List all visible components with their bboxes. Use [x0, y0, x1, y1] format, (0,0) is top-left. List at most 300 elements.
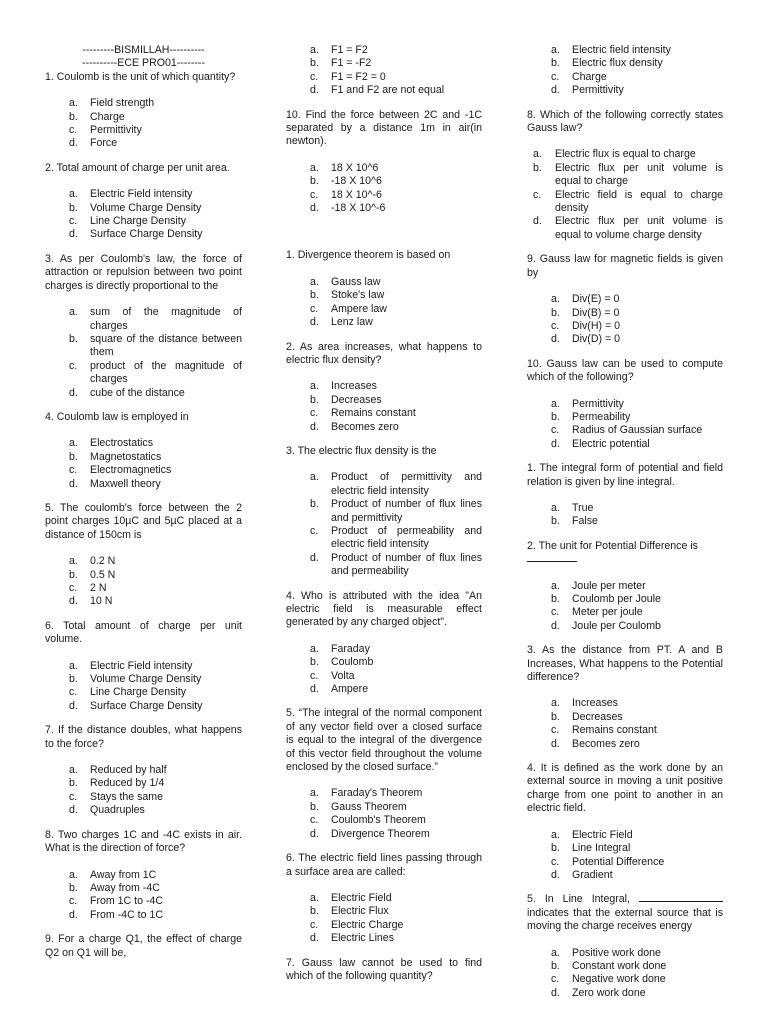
option-letter: a. [69, 555, 78, 568]
answer-option [45, 869, 242, 882]
option-letter: a. [69, 868, 78, 881]
option-text: Lenz law [331, 316, 373, 329]
answer-option [45, 387, 242, 400]
answer-option [286, 525, 482, 552]
answer-option [45, 700, 242, 713]
answer-option [45, 228, 242, 241]
answer-option [527, 738, 723, 751]
option-letter: d. [69, 595, 78, 608]
question-text: 4. Who is attributed with the idea "An electric field is measurable effect generated by any charged object". [286, 589, 482, 629]
option-text: Positive work done [572, 946, 661, 959]
option-letter: b. [551, 410, 560, 423]
option-list [527, 148, 723, 242]
option-letter: a. [69, 659, 78, 672]
option-list [527, 697, 723, 751]
option-text: F1 = F2 = 0 [331, 70, 386, 83]
option-text: Permittivity [572, 397, 624, 410]
option-text: From 1C to -4C [90, 895, 163, 908]
option-text: Joule per meter [572, 579, 646, 592]
option-letter: c. [551, 855, 560, 868]
option-letter: a. [69, 97, 78, 110]
option-list [45, 97, 242, 151]
option-letter: c. [310, 302, 319, 315]
option-text: Electrostatics [90, 437, 153, 450]
option-letter: b. [310, 289, 319, 302]
option-text: 0.5 N [90, 568, 116, 581]
option-letter: c. [69, 895, 78, 908]
answer-option [286, 421, 482, 434]
answer-option [527, 869, 723, 882]
option-letter: d. [69, 228, 78, 241]
answer-option [45, 660, 242, 673]
option-text: Coulomb [331, 656, 374, 669]
option-text: Electric Field intensity [90, 188, 193, 201]
option-text: Permeability [572, 410, 631, 423]
answer-option [45, 437, 242, 450]
option-text: Electric potential [572, 437, 650, 450]
answer-option [45, 895, 242, 908]
option-text: Gauss law [331, 275, 381, 288]
option-letter: b. [310, 656, 319, 669]
answer-option [286, 656, 482, 669]
option-letter: c. [69, 464, 78, 477]
option-letter: a. [533, 148, 542, 161]
answer-option [286, 828, 482, 841]
answer-option [286, 394, 482, 407]
option-letter: c. [551, 424, 560, 437]
answer-option [45, 595, 242, 608]
option-text: product of the magnitude of charges [90, 359, 242, 386]
answer-option [45, 777, 242, 790]
option-text: F1 = -F2 [331, 57, 372, 70]
option-list [527, 398, 723, 452]
option-text: Coulomb per Joule [572, 593, 661, 605]
option-text: Gradient [572, 868, 613, 881]
option-text: Volume Charge Density [90, 201, 202, 214]
option-letter: b. [310, 800, 319, 813]
answer-option [527, 593, 723, 606]
option-list [527, 502, 723, 529]
option-text: 0.2 N [90, 555, 116, 568]
answer-option [45, 111, 242, 124]
option-letter: a. [551, 579, 560, 592]
question-text: 10. Find the force between 2C and -1C separated by a distance 1m in air(in newton). [286, 108, 482, 148]
option-letter: a. [310, 161, 319, 174]
question-text: 9. Gauss law for magnetic fields is given by [527, 253, 723, 279]
question-text: 4. Coulomb law is employed in [45, 410, 189, 423]
answer-option [45, 686, 242, 699]
answer-option [286, 919, 482, 932]
option-letter: a. [310, 787, 319, 800]
answer-option [527, 307, 723, 320]
answer-option [286, 683, 482, 696]
option-text: Reduced by half [90, 764, 167, 777]
question-text: 3. The electric flux density is the [286, 444, 437, 457]
option-letter: a. [551, 828, 560, 841]
option-list [45, 188, 242, 242]
answer-option [286, 303, 482, 316]
option-text: Product of number of flux lines and permeability [331, 551, 482, 578]
option-letter: d. [310, 932, 319, 945]
question-text: 6. Total amount of charge per unit volume. [45, 619, 242, 646]
option-list [45, 764, 242, 818]
option-list [527, 947, 723, 1001]
option-text: Electric Field [572, 828, 633, 841]
answer-option [286, 189, 482, 202]
answer-option [45, 97, 242, 110]
answer-option [527, 293, 723, 306]
option-text: Potential Difference [572, 855, 665, 868]
option-letter: d. [551, 333, 560, 346]
option-list [527, 829, 723, 883]
answer-option [45, 804, 242, 817]
option-letter: b. [69, 201, 78, 214]
option-text: Radius of Gaussian surface [572, 424, 703, 437]
option-letter: d. [310, 316, 319, 329]
option-text: Electric Lines [331, 932, 394, 945]
option-text: From -4C to 1C [90, 908, 163, 921]
option-letter: a. [69, 764, 78, 777]
header-bismillah: ---------BISMILLAH---------- [82, 44, 205, 56]
answer-option [527, 71, 723, 84]
option-text: 10 N [90, 595, 113, 608]
answer-option [527, 320, 723, 333]
answer-option [527, 724, 723, 737]
option-letter: b. [69, 777, 78, 790]
option-letter: d. [69, 137, 78, 150]
option-letter: c. [310, 918, 319, 931]
option-letter: d. [69, 908, 78, 921]
option-text: 18 X 10^-6 [331, 188, 382, 201]
answer-option [286, 801, 482, 814]
question-text: 2. Total amount of charge per unit area. [45, 161, 230, 174]
option-letter: a. [310, 642, 319, 655]
answer-option [45, 791, 242, 804]
option-text: Force [90, 137, 118, 150]
option-letter: b. [533, 161, 542, 174]
answer-option [45, 188, 242, 201]
answer-option [45, 882, 242, 895]
option-text: Increases [572, 697, 618, 710]
option-text: Electromagnetics [90, 464, 172, 477]
column-2 [286, 44, 482, 983]
option-letter: d. [69, 699, 78, 712]
answer-option [527, 57, 723, 70]
question-text: 7. If the distance doubles, what happens to the force? [45, 724, 242, 750]
option-letter: d. [551, 84, 560, 97]
option-list [286, 787, 482, 841]
answer-option [527, 438, 723, 451]
option-text: Negative work done [572, 973, 666, 986]
option-letter: b. [551, 842, 560, 855]
option-text: Magnetostatics [90, 450, 162, 463]
option-text: Line Integral [572, 842, 631, 855]
option-text: cube of the distance [90, 386, 185, 399]
answer-option [527, 333, 723, 346]
option-letter: d. [551, 868, 560, 881]
option-letter: c. [69, 215, 78, 228]
option-letter: b. [69, 568, 78, 581]
option-letter: c. [551, 724, 560, 737]
answer-option [527, 947, 723, 960]
answer-option [527, 502, 723, 515]
option-text: Electric Charge [331, 918, 404, 931]
option-text: -18 X 10^-6 [331, 202, 386, 215]
answer-option [527, 189, 723, 216]
option-letter: a. [551, 697, 560, 710]
option-text: Coulomb's Theorem [331, 814, 426, 827]
option-letter: b. [69, 332, 78, 345]
option-letter: a. [551, 946, 560, 959]
option-letter: b. [551, 57, 560, 70]
answer-option [286, 552, 482, 579]
option-text: Becomes zero [331, 420, 399, 433]
option-text: Permittivity [90, 124, 142, 137]
option-letter: c. [310, 669, 319, 682]
column-1 [45, 44, 242, 960]
question-text: 5. The coulomb's force between the 2 point charges 10µC and 5µC placed at a distance of 150cm is [45, 501, 242, 541]
option-letter: d. [310, 202, 319, 215]
question-text: 6. The electric field lines passing through a surface area are called: [286, 852, 482, 878]
answer-option [527, 162, 723, 189]
answer-option [286, 643, 482, 656]
option-letter: c. [310, 407, 319, 420]
answer-option [45, 555, 242, 568]
option-text: Constant work done [572, 959, 667, 972]
answer-option [286, 498, 482, 525]
answer-option [45, 202, 242, 215]
answer-option [286, 84, 482, 97]
answer-option [286, 407, 482, 420]
option-letter: d. [310, 827, 319, 840]
answer-blank [527, 561, 577, 562]
question-text [527, 893, 723, 933]
answer-option [45, 478, 242, 491]
question-text [527, 540, 723, 567]
question-text: 3. As per Coulomb's law, the force of attraction or repulsion between two point charges is directly proportional to the [45, 252, 242, 292]
option-letter: a. [69, 437, 78, 450]
answer-option [527, 424, 723, 437]
answer-option [45, 451, 242, 464]
option-letter: c. [533, 188, 542, 201]
option-text: Surface Charge Density [90, 228, 203, 241]
option-list [286, 276, 482, 330]
option-letter: d. [69, 386, 78, 399]
option-text: Div(E) = 0 [572, 293, 620, 306]
answer-option [45, 124, 242, 137]
answer-option [45, 360, 242, 387]
option-text: Zero work done [572, 986, 646, 999]
answer-option [286, 289, 482, 302]
option-text: False [572, 515, 598, 528]
option-letter: b. [551, 959, 560, 972]
option-text: F1 and F2 are not equal [331, 84, 445, 97]
option-letter: b. [69, 673, 78, 686]
option-letter: b. [310, 905, 319, 918]
option-text: Electric field intensity [572, 44, 671, 56]
option-list [45, 437, 242, 491]
option-text: Stays the same [90, 790, 164, 803]
option-text: True [572, 501, 594, 514]
question-text: 8. Which of the following correctly states Gauss law? [527, 108, 723, 135]
option-text: Maxwell theory [90, 477, 161, 490]
option-text: Div(B) = 0 [572, 306, 620, 319]
option-text: Electric field is equal to charge density [555, 188, 723, 215]
option-letter: c. [310, 524, 319, 537]
answer-option [527, 84, 723, 97]
option-text: Away from 1C [90, 868, 157, 881]
option-letter: a. [310, 471, 319, 484]
option-text: Reduced by 1/4 [90, 777, 165, 790]
option-text: Becomes zero [572, 737, 640, 750]
option-letter: c. [551, 70, 560, 83]
answer-option [527, 829, 723, 842]
answer-option [527, 856, 723, 869]
option-text: Joule per Coulomb [572, 619, 661, 632]
answer-option [45, 673, 242, 686]
answer-option [527, 960, 723, 973]
option-letter: b. [551, 306, 560, 319]
option-letter: c. [551, 319, 560, 332]
option-letter: a. [310, 275, 319, 288]
option-text: Product of number of flux lines and permittivity [331, 498, 482, 524]
option-list [286, 380, 482, 434]
option-list [286, 892, 482, 946]
option-text: Volta [331, 669, 355, 682]
option-letter: c. [310, 70, 319, 83]
question-text: 9. For a charge Q1, the effect of charge Q2 on Q1 will be, [45, 933, 242, 959]
question-text: 1. The integral form of potential and field relation is given by line integral. [527, 462, 723, 488]
answer-option [286, 316, 482, 329]
question-text: 4. It is defined as the work done by an external source in moving a unit positive charge from one point to another in an electric field. [527, 762, 723, 815]
option-text: Electric flux is equal to charge [555, 148, 696, 161]
answer-option [45, 582, 242, 595]
option-text: Field strength [90, 97, 155, 110]
option-letter: a. [551, 501, 560, 514]
answer-option [286, 905, 482, 918]
answer-option [527, 606, 723, 619]
answer-option [286, 175, 482, 188]
question-text: 5. “The integral of the normal component of any vector field over a closed surface is equal to the integral of the divergence of this vector field throughout the volume enclosed by the closed surface.” [286, 707, 482, 774]
option-letter: c. [69, 124, 78, 137]
answer-option [45, 137, 242, 150]
option-letter: a. [551, 44, 560, 56]
answer-option [45, 333, 242, 360]
answer-option [527, 973, 723, 986]
answer-option [45, 215, 242, 228]
option-letter: c. [551, 973, 560, 986]
option-text: Electric Flux [331, 905, 389, 918]
question-text: 2. As area increases, what happens to electric flux density? [286, 340, 482, 366]
option-letter: d. [310, 420, 319, 433]
answer-option [527, 711, 723, 724]
question-text: 8. Two charges 1C and -4C exists in air. What is the direction of force? [45, 828, 242, 855]
option-letter: d. [310, 84, 319, 97]
option-text: Surface Charge Density [90, 699, 203, 712]
option-letter: c. [69, 359, 78, 372]
option-list [286, 162, 482, 216]
option-text: Product of permittivity and electric field intensity [331, 471, 482, 497]
answer-option [527, 148, 723, 161]
question-text: 1. Coulomb is the unit of which quantity? [45, 70, 236, 83]
answer-option [286, 380, 482, 393]
question-text-part: 5. In Line Integral, [527, 893, 630, 906]
answer-blank [639, 901, 723, 902]
option-text: 2 N [90, 582, 107, 594]
option-text: Remains constant [331, 407, 416, 420]
question-text: 3. As the distance from PT. A and B Increases, What happens to the Potential difference? [527, 644, 723, 684]
answer-option [527, 215, 723, 242]
answer-option [286, 787, 482, 800]
option-text: Ampere [331, 683, 369, 696]
option-letter: c. [69, 582, 78, 594]
option-text: sum of the magnitude of charges [90, 306, 242, 332]
option-text: Decreases [331, 393, 382, 406]
option-text: Permittivity [572, 84, 624, 97]
option-letter: d. [310, 551, 319, 564]
option-text: Remains constant [572, 724, 657, 737]
answer-option [286, 892, 482, 905]
option-text: Line Charge Density [90, 215, 186, 228]
answer-option [286, 57, 482, 70]
option-letter: a. [310, 891, 319, 904]
answer-option [527, 842, 723, 855]
option-letter: a. [69, 188, 78, 201]
answer-option [286, 202, 482, 215]
option-list [286, 643, 482, 697]
option-letter: b. [310, 57, 319, 70]
answer-option [45, 306, 242, 333]
option-list [527, 293, 723, 347]
option-text: Line Charge Density [90, 686, 186, 699]
answer-option [286, 276, 482, 289]
option-letter: c. [551, 606, 560, 619]
option-letter: d. [551, 437, 560, 450]
option-list [286, 44, 482, 98]
option-letter: d. [69, 477, 78, 490]
question-text-part: 2. The unit for Potential Difference is [527, 539, 698, 552]
option-text: Electric Field intensity [90, 659, 193, 672]
option-text: 18 X 10^6 [331, 161, 379, 174]
option-letter: d. [533, 215, 542, 228]
option-text: Faraday's Theorem [331, 787, 423, 800]
option-letter: b. [551, 515, 560, 528]
option-text: Divergence Theorem [331, 827, 430, 840]
option-text: Faraday [331, 642, 370, 655]
option-list [45, 555, 242, 609]
option-letter: d. [310, 683, 319, 696]
option-list [45, 869, 242, 923]
answer-option [527, 620, 723, 633]
question-text: 1. Divergence theorem is based on [286, 249, 451, 262]
answer-option [286, 670, 482, 683]
option-letter: b. [310, 498, 319, 511]
option-text: Charge [572, 70, 607, 83]
option-letter: b. [69, 450, 78, 463]
option-letter: b. [551, 593, 560, 605]
option-letter: a. [69, 306, 78, 319]
option-letter: d. [551, 986, 560, 999]
option-text: Quadruples [90, 804, 145, 817]
option-letter: a. [551, 397, 560, 410]
header-course: ----------ECE PRO01-------- [82, 57, 205, 70]
option-text: Electric flux per unit volume is equal to charge [555, 161, 723, 188]
option-letter: b. [551, 710, 560, 723]
question-text-part: indicates that the external source that is moving the charge receives energy [527, 906, 723, 933]
question-text: 7. Gauss law cannot be used to find which of the following quantity? [286, 956, 482, 982]
option-text: F1 = F2 [331, 44, 368, 56]
option-text: Volume Charge Density [90, 673, 202, 686]
